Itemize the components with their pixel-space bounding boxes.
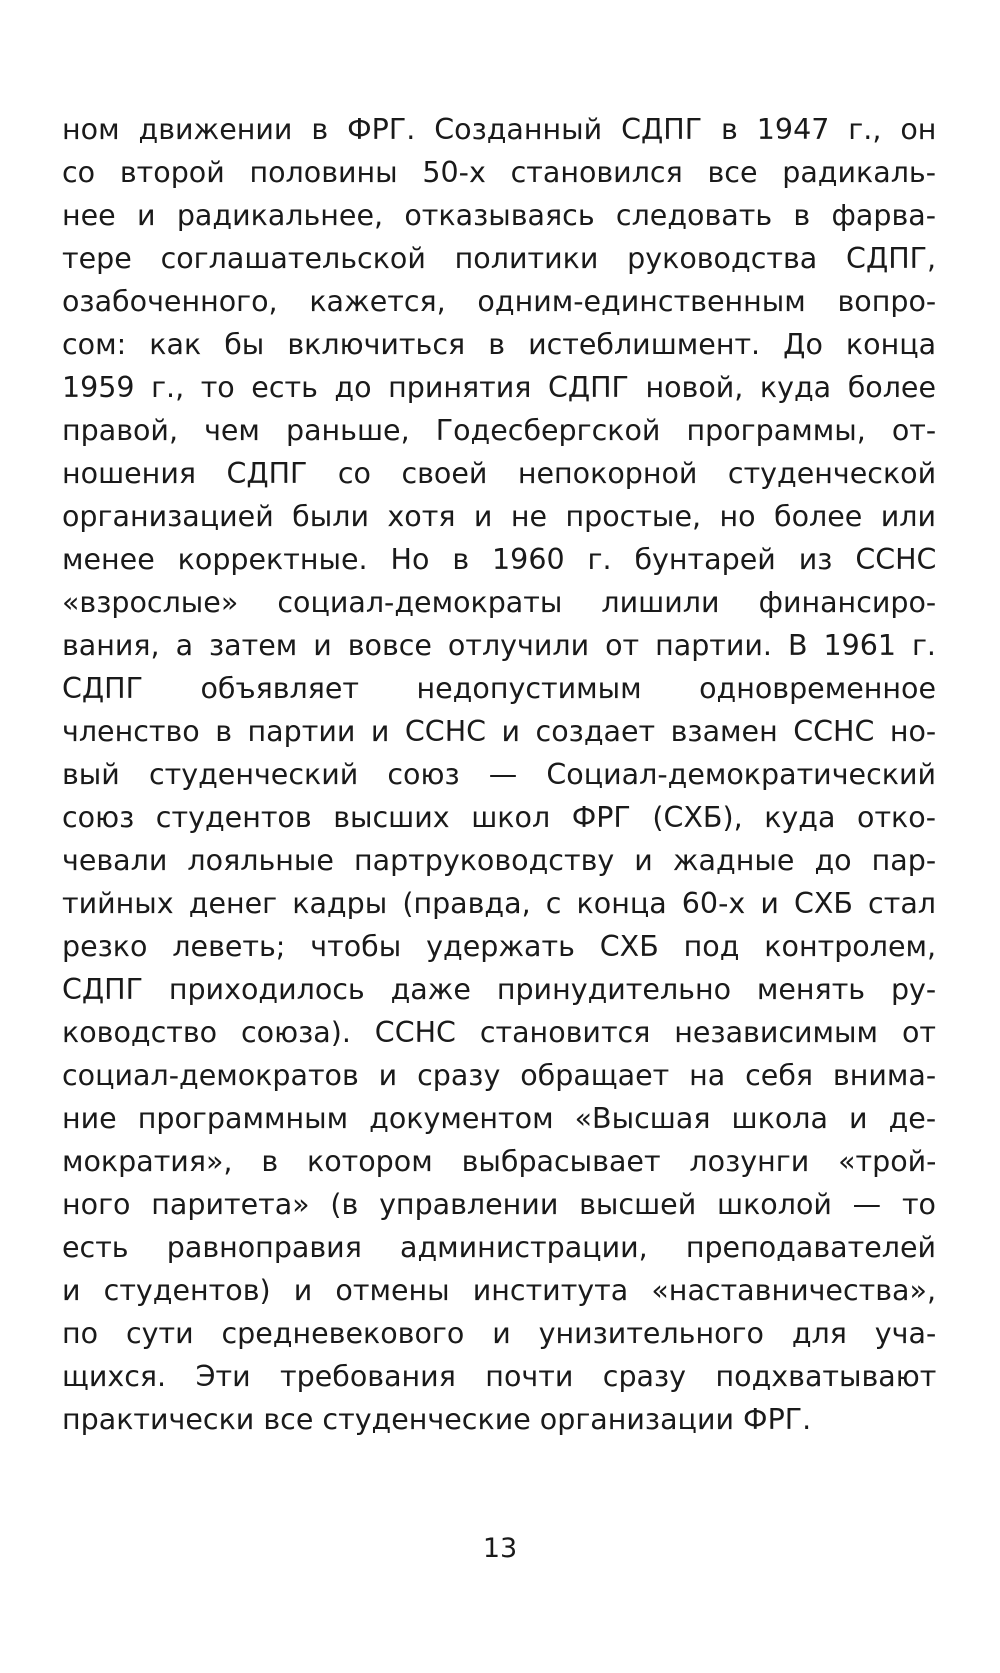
text-line: резко леветь; чтобы удержать СХБ под контролем, — [62, 930, 936, 963]
text-line: щихся. Эти требования почти сразу подхватывают — [62, 1360, 936, 1393]
text-line: ношения СДПГ со своей непокорной студенческой — [62, 457, 936, 490]
text-line: тийных денег кадры (правда, с конца 60-х и СХБ стал — [62, 887, 936, 920]
body-text — [62, 108, 936, 1441]
text-line: со второй половины 50-х становился все радикаль- — [62, 156, 936, 189]
text-line: вый студенческий союз — Социал-демократический — [62, 758, 936, 791]
text-line: озабоченного, кажется, одним-единственным вопро- — [62, 285, 936, 318]
text-line: «взрослые» социал-демократы лишили финансиро- — [62, 586, 936, 619]
text-line: СДПГ объявляет недопустимым одновременное — [62, 672, 936, 705]
page-number: 13 — [482, 1533, 518, 1564]
text-line: 1959 г., то есть до принятия СДПГ новой, куда более — [62, 371, 936, 404]
text-line: социал-демократов и сразу обращает на себя внима- — [62, 1059, 936, 1092]
text-line: правой, чем раньше, Годесбергской программы, от- — [62, 414, 936, 447]
text-line: ководство союза). ССНС становится независимым от — [62, 1016, 936, 1049]
text-line: чевали лояльные партруководству и жадные до пар- — [62, 844, 936, 877]
text-line: нее и радикальнее, отказываясь следовать в фарва- — [62, 199, 936, 232]
text-line: вания, а затем и вовсе отлучили от партии. В 1961 г. — [62, 629, 936, 662]
text-line: членство в партии и ССНС и создает взамен ССНС но- — [62, 715, 936, 748]
text-line: ном движении в ФРГ. Созданный СДПГ в 1947 г., он — [62, 113, 936, 146]
text-line: сом: как бы включиться в истеблишмент. До конца — [62, 328, 936, 361]
text-line: по сути средневекового и унизительного для уча- — [62, 1317, 936, 1350]
text-line: мократия», в котором выбрасывает лозунги «трой- — [62, 1145, 936, 1178]
text-line: тере соглашательской политики руководства СДПГ, — [62, 242, 936, 275]
text-line-last: практически все студенческие организации ФРГ. — [62, 1403, 812, 1436]
text-line: союз студентов высших школ ФРГ (СХБ), куда отко- — [62, 801, 936, 834]
text-line: есть равноправия администрации, преподавателей — [62, 1231, 936, 1264]
text-line: менее корректные. Но в 1960 г. бунтарей из ССНС — [62, 543, 936, 576]
text-line: организацией были хотя и не простые, но более или — [62, 500, 936, 533]
text-line: СДПГ приходилось даже принудительно менять ру- — [62, 973, 936, 1006]
text-line: и студентов) и отмены института «наставничества», — [62, 1274, 936, 1307]
text-line: ного паритета» (в управлении высшей школой — то — [62, 1188, 936, 1221]
text-line: ние программным документом «Высшая школа и де- — [62, 1102, 936, 1135]
